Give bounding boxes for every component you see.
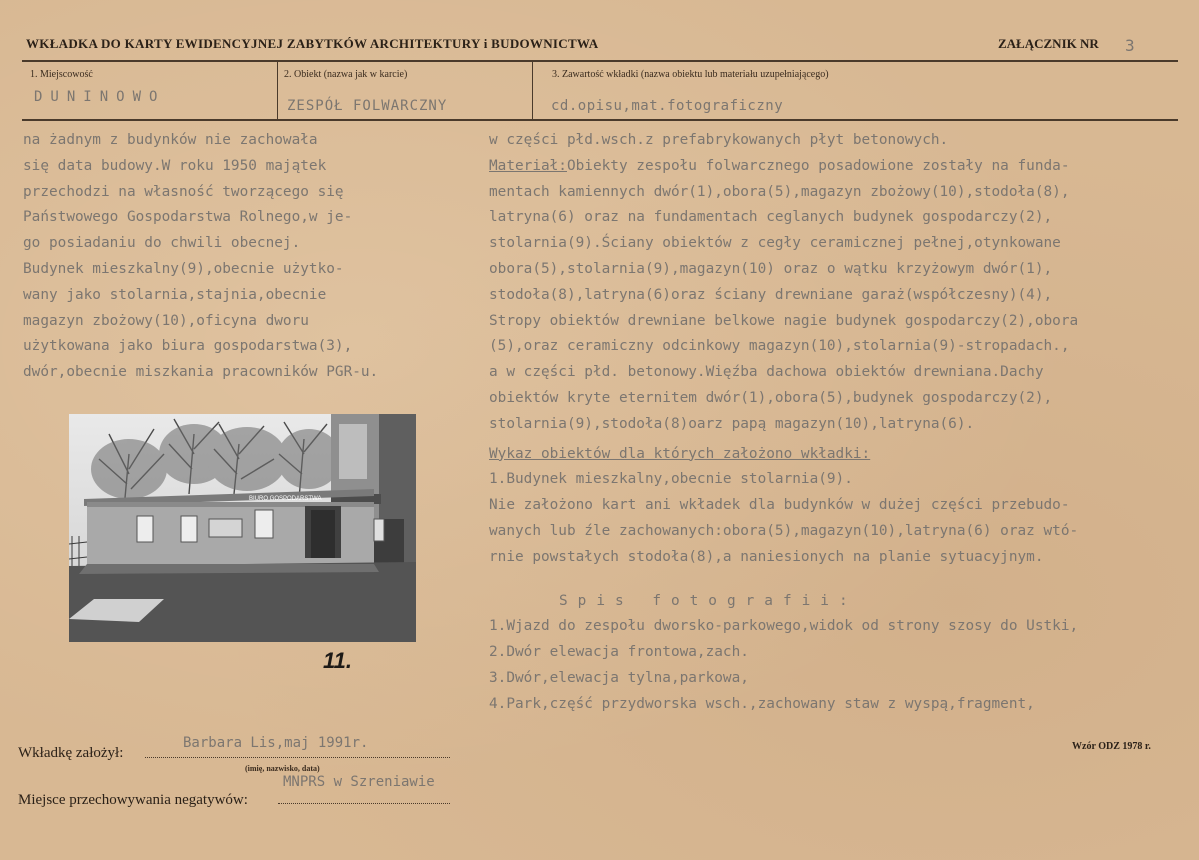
created-by-label: Wkładkę założył:	[18, 745, 124, 761]
form-code: Wzór ODZ 1978 r.	[1072, 741, 1151, 752]
text-line: Nie założono kart ani wkładek dla budynków w dużej części przebudo-	[489, 497, 1070, 514]
created-by-value: Barbara Lis,maj 1991r.	[183, 735, 369, 751]
field-locality-label: 1. Miejscowość	[30, 69, 93, 80]
text-line: obora(5),stolarnia(9),magazyn(10) oraz o wątku krzyżowym dwór(1),	[489, 260, 1053, 277]
negatives-storage-line	[278, 803, 450, 804]
field-divider-2	[532, 62, 533, 119]
text-line: użytkowana jako biura gospodarstwa(3),	[23, 338, 353, 355]
text-line: stodoła(8),latryna(6)oraz ściany drewniane garaż(współczesny)(4),	[489, 286, 1053, 303]
text-line: obiektów kryte eternitem dwór(1),obora(5),budynek gospodarczy(2),	[489, 389, 1053, 406]
text-line: 3.Dwór,elewacja tylna,parkowa,	[489, 669, 749, 686]
header-rule-bottom	[22, 119, 1178, 121]
spis-heading: Spis fotografii:	[559, 592, 858, 609]
text-line: wany jako stolarnia,stajnia,obecnie	[23, 286, 327, 303]
text-line: stolarnia(9),stodoła(8)oarz papą magazyn(10),latryna(6).	[489, 415, 975, 432]
form-title: WKŁADKA DO KARTY EWIDENCYJNEJ ZABYTKÓW ARCHITEKTURY i BUDOWNICTWA	[26, 36, 599, 51]
photo-illustration	[69, 414, 416, 642]
created-by-line	[145, 757, 450, 758]
text-line: dwór,obecnie miszkania pracowników PGR-u.	[23, 364, 379, 381]
text-line: Państwowego Gospodarstwa Rolnego,w je-	[23, 209, 353, 226]
text-line: wanych lub źle zachowanych:obora(5),magazyn(10),latryna(6) oraz wtó-	[489, 522, 1079, 539]
field-content-value: cd.opisu,mat.fotograficzny	[551, 98, 784, 114]
negatives-storage-label: Miejsce przechowywania negatywów:	[18, 792, 248, 808]
text-line: 1.Wjazd do zespołu dworsko-parkowego,widok od strony szosy do Ustki,	[489, 618, 1079, 635]
text-line: się data budowy.W roku 1950 majątek	[23, 157, 327, 174]
text-line: Stropy obiektów drewniane belkowe nagie budynek gospodarczy(2),obora	[489, 312, 1079, 329]
building-photograph	[69, 414, 416, 642]
right-description	[489, 128, 1078, 718]
negatives-storage-value: MNPRS w Szreniawie	[283, 774, 435, 790]
text-line: magazyn zbożowy(10),oficyna dworu	[23, 312, 309, 329]
text-line: w części płd.wsch.z prefabrykowanych płyt betonowych.	[489, 132, 949, 148]
left-description	[23, 128, 378, 386]
field-content-label: 3. Zawartość wkładki (nazwa obiektu lub materiału uzupełniającego)	[552, 69, 829, 80]
text-line: na żadnym z budynków nie zachowała	[23, 132, 318, 148]
text-line: a w części płd. betonowy.Więźba dachowa obiektów drewniana.Dachy	[489, 364, 1044, 381]
text-line: latryna(6) oraz na fundamentach ceglanych budynek gospodarczy(2),	[489, 209, 1053, 226]
material-label: Materiał:	[489, 157, 567, 174]
photo-number: 11.	[323, 648, 352, 673]
text-line: stolarnia(9).Ściany obiektów z cegły ceramicznej pełnej,otynkowane	[489, 235, 1061, 252]
text-line: 1.Budynek mieszkalny,obecnie stolarnia(9).	[489, 471, 853, 488]
text-line: go posiadaniu do chwili obecnej.	[23, 235, 301, 252]
field-divider-1	[277, 62, 278, 119]
text-line: Budynek mieszkalny(9),obecnie użytko-	[23, 260, 344, 277]
material-text: Obiekty zespołu folwarcznego posadowione zostały na funda-	[566, 157, 1070, 174]
text-line: mentach kamiennych dwór(1),obora(5),magazyn zbożowy(10),stodoła(8),	[489, 183, 1070, 200]
wykaz-heading: Wykaz obiektów dla których założono wkładki:	[489, 445, 871, 462]
text-line: 4.Park,część przydworska wsch.,zachowany staw z wyspą,fragment,	[489, 695, 1035, 712]
header-rule-top	[22, 60, 1178, 62]
text-line: (5),oraz ceramiczny odcinkowy magazyn(10),stolarnia(9)-stropadach.,	[489, 338, 1070, 355]
field-object-value: ZESPÓŁ FOLWARCZNY	[287, 98, 448, 114]
attachment-number: 3	[1125, 36, 1135, 55]
created-by-hint: (imię, nazwisko, data)	[245, 764, 320, 773]
text-line: przechodzi na własność tworzącego się	[23, 183, 344, 200]
attachment-label: ZAŁĄCZNIK NR	[998, 36, 1099, 51]
text-line: 2.Dwór elewacja frontowa,zach.	[489, 644, 749, 661]
text-line: rnie powstałych stodoła(8),a naniesionych na planie sytuacyjnym.	[489, 548, 1044, 565]
field-object-label: 2. Obiekt (nazwa jak w karcie)	[284, 69, 408, 80]
photo-sign: BIURO GOSPODARSTWA	[249, 496, 322, 502]
text-line	[489, 154, 1078, 180]
field-locality-value: DUNINOWO	[34, 89, 166, 105]
